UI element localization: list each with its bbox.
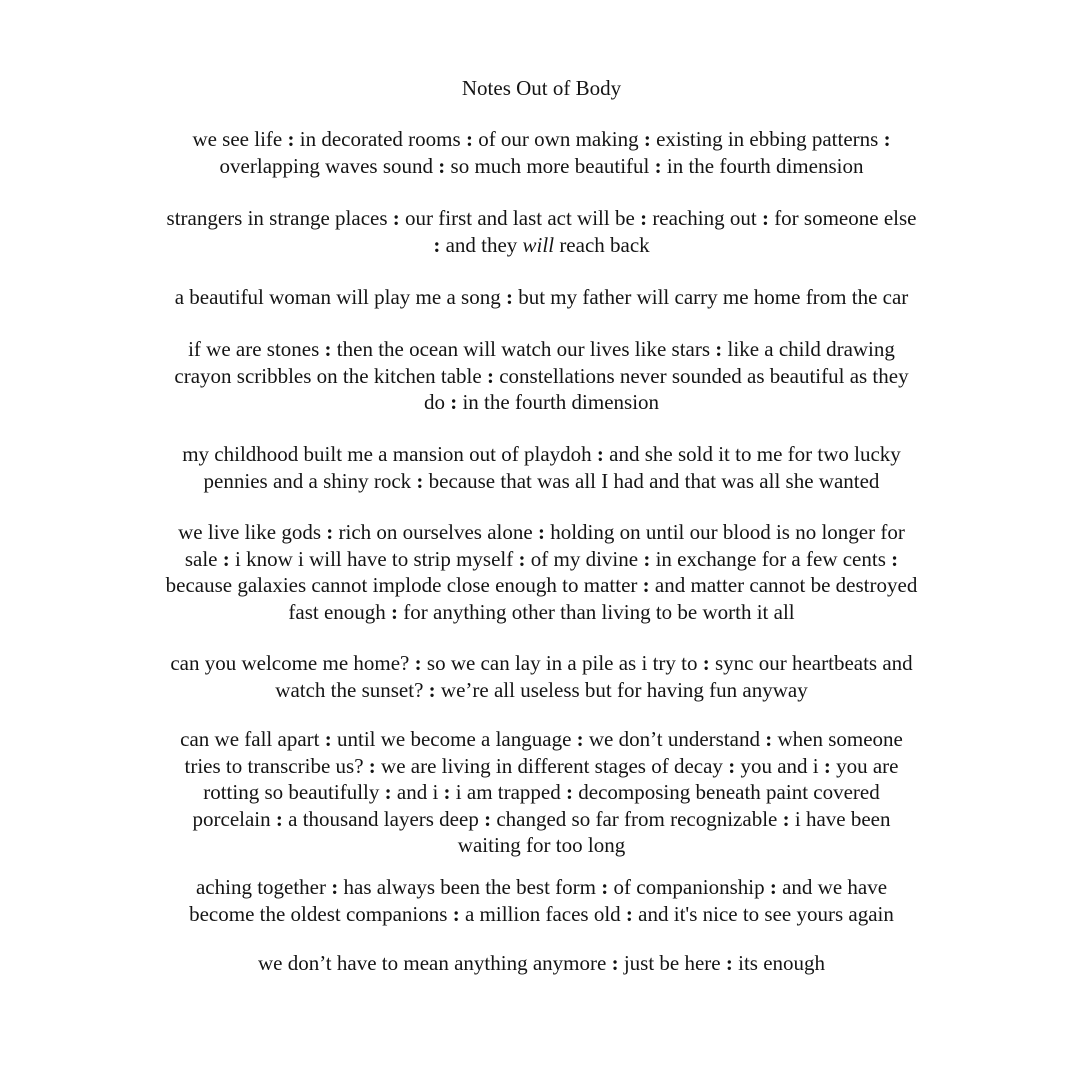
colon-separator: : (452, 901, 460, 926)
colon-separator: : (643, 127, 651, 151)
colon-separator: : (222, 546, 230, 571)
colon-separator: : (611, 951, 619, 975)
colon-separator: : (715, 337, 723, 361)
stanza (0, 950, 1083, 977)
colon-separator: : (275, 806, 283, 831)
colon-separator: : (287, 127, 295, 151)
colon-separator: : (823, 753, 831, 778)
colon-separator: : (443, 780, 451, 804)
colon-separator: : (484, 806, 492, 831)
stanza (0, 205, 1083, 258)
stanza (0, 519, 1083, 625)
colon-separator: : (891, 546, 899, 571)
poem-line: can you welcome me home? : so we can lay in a pile as i try to : sync our heartbeats and (170, 651, 913, 675)
poem-line: overlapping waves sound : so much more beautiful : in the fourth dimension (219, 153, 864, 178)
colon-separator: : (761, 206, 769, 230)
colon-separator: : (505, 285, 513, 309)
colon-separator: : (433, 232, 441, 257)
colon-separator: : (765, 727, 773, 751)
poem-line: : and they will reach back (433, 232, 650, 257)
colon-separator: : (625, 901, 633, 926)
colon-separator: : (576, 727, 584, 751)
poem-line: sale : i know i will have to strip myself : of my divine : in exchange for a few cents : (184, 546, 899, 571)
poem-line: waiting for too long (457, 833, 626, 857)
colon-separator: : (640, 206, 648, 230)
poem-line: because galaxies cannot implode close enough to matter : and matter cannot be destroyed (165, 573, 918, 597)
colon-separator: : (537, 520, 545, 544)
poem-line: we don’t have to mean anything anymore : just be here : its enough (257, 951, 826, 975)
poem-line: fast enough : for anything other than living to be worth it all (288, 599, 795, 624)
colon-separator: : (438, 153, 446, 178)
colon-separator: : (450, 390, 458, 414)
poem-title: Notes Out of Body (461, 76, 622, 100)
poem-line: become the oldest companions : a million faces old : and it's nice to see yours again (189, 901, 894, 926)
colon-separator: : (566, 780, 574, 804)
emphasis-text: will (522, 232, 555, 257)
poem-line: a beautiful woman will play me a song : but my father will carry me home from the car (174, 285, 909, 309)
poem-line: can we fall apart : until we become a language : we don’t understand : when someone (180, 727, 903, 751)
colon-separator: : (702, 651, 710, 675)
colon-separator: : (642, 573, 650, 597)
colon-separator: : (368, 753, 376, 778)
stanza (0, 336, 1083, 416)
poem-line: strangers in strange places : our first and last act will be : reaching out : for someone else (166, 206, 917, 230)
poem-line: tries to transcribe us? : we are living in different stages of decay : you and i : you are (184, 753, 899, 778)
poem-line: aching together : has always been the best form : of companionship : and we have (195, 875, 888, 899)
poem-line: my childhood built me a mansion out of playdoh : and she sold it to me for two lucky (182, 442, 901, 466)
colon-separator: : (384, 780, 392, 804)
poem-line: we see life : in decorated rooms : of our own making : existing in ebbing patterns : (192, 127, 891, 151)
poem-line: do : in the fourth dimension (423, 390, 660, 414)
colon-separator: : (428, 677, 436, 702)
poem-line: rotting so beautifully : and i : i am trapped : decomposing beneath paint covered (203, 780, 880, 804)
stanza (0, 874, 1083, 927)
stanza (0, 726, 1083, 859)
colon-separator: : (324, 337, 332, 361)
stanza (0, 650, 1083, 703)
colon-separator: : (391, 599, 399, 624)
colon-separator: : (324, 727, 332, 751)
colon-separator: : (782, 806, 790, 831)
colon-separator: : (596, 442, 604, 466)
colon-separator: : (326, 520, 334, 544)
colon-separator: : (728, 753, 736, 778)
colon-separator: : (643, 546, 651, 571)
poem-line: watch the sunset? : we’re all useless but for having fun anyway (275, 677, 808, 702)
poem-line: crayon scribbles on the kitchen table : constellations never sounded as beautiful as they (174, 363, 909, 388)
colon-separator: : (486, 363, 494, 388)
stanza (0, 126, 1083, 179)
colon-separator: : (601, 875, 609, 899)
colon-separator: : (465, 127, 473, 151)
colon-separator: : (331, 875, 339, 899)
poem-line: pennies and a shiny rock : because that was all I had and that was all she wanted (203, 468, 880, 493)
stanza (0, 284, 1083, 311)
colon-separator: : (392, 206, 400, 230)
colon-separator: : (883, 127, 891, 151)
colon-separator: : (725, 951, 733, 975)
colon-separator: : (416, 468, 424, 493)
colon-separator: : (518, 546, 526, 571)
poem-line: porcelain : a thousand layers deep : changed so far from recognizable : i have been (192, 806, 891, 831)
colon-separator: : (414, 651, 422, 675)
colon-separator: : (654, 153, 662, 178)
colon-separator: : (769, 875, 777, 899)
poem-line: if we are stones : then the ocean will watch our lives like stars : like a child drawing (188, 337, 895, 361)
poem-line: we live like gods : rich on ourselves alone : holding on until our blood is no longer for (178, 520, 905, 544)
stanza (0, 441, 1083, 494)
